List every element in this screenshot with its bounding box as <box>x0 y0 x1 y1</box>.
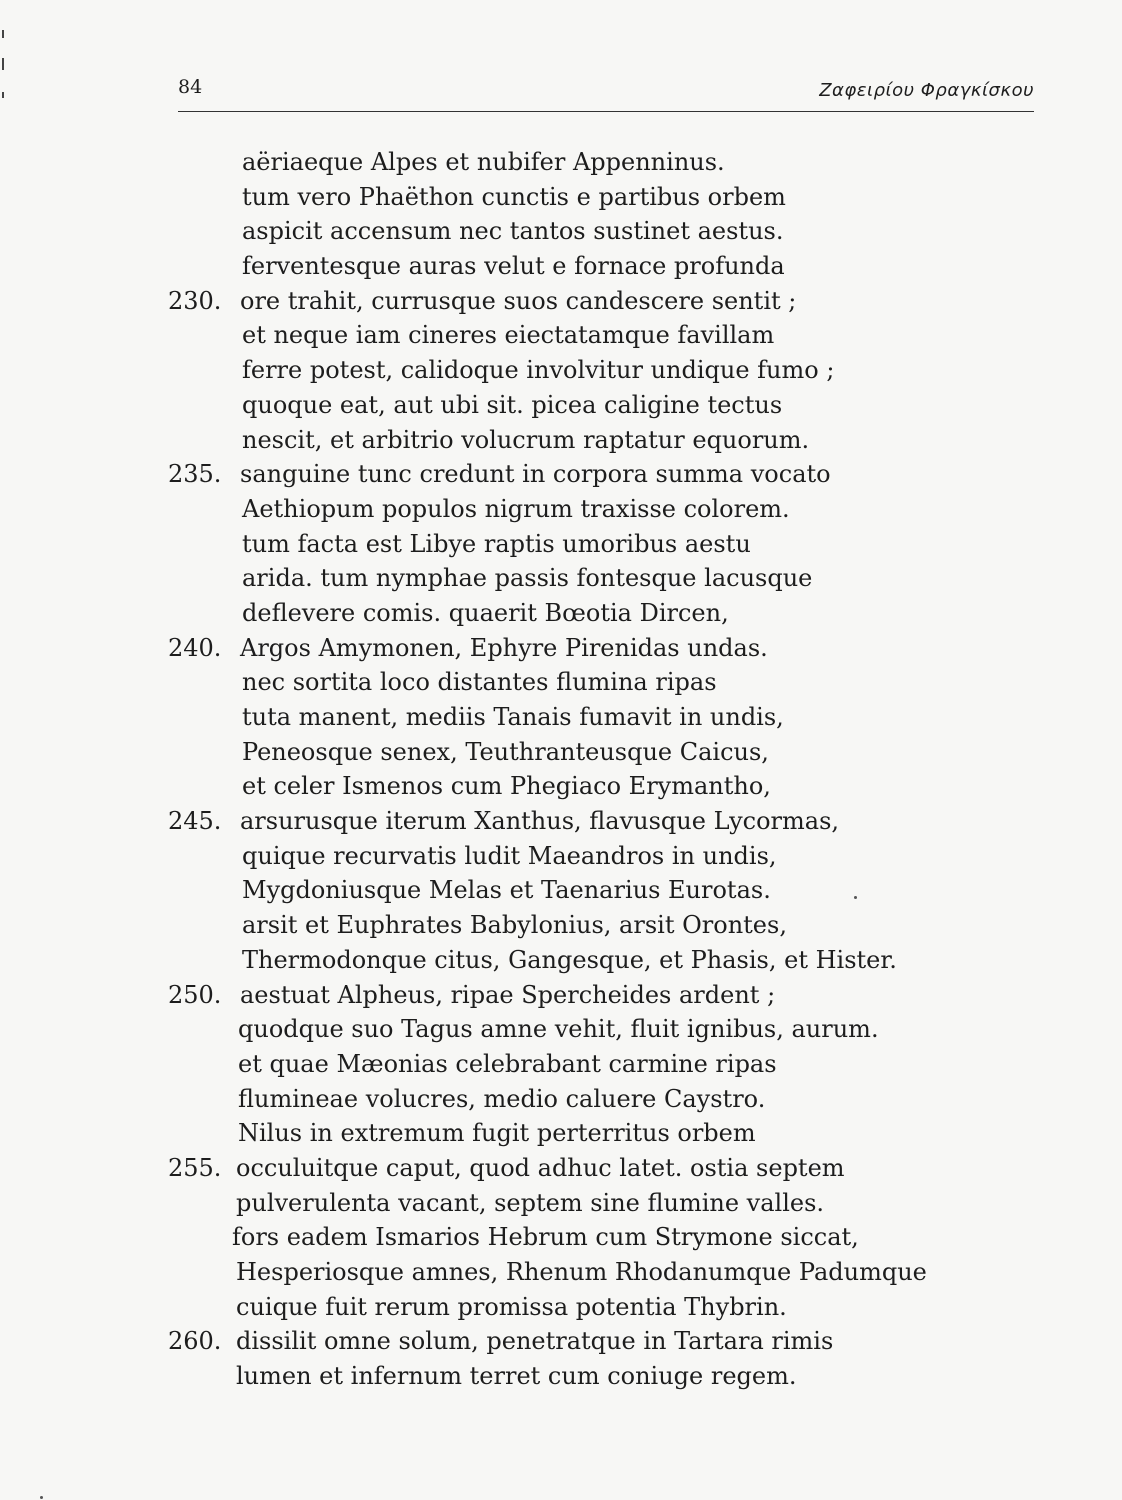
verse-line <box>168 700 1048 735</box>
verse-text: cuique fuit rerum promissa potentia Thybrin. <box>236 1292 787 1321</box>
verse-line <box>168 1186 1048 1221</box>
verse-text: Hesperiosque amnes, Rhenum Rhodanumque Padumque <box>236 1258 927 1286</box>
verse-line <box>168 1082 1048 1117</box>
verse-line <box>168 318 1048 353</box>
verse-line <box>168 180 1048 215</box>
verse-text: Mygdoniusque Melas et Taenarius Eurotas. <box>242 876 771 905</box>
verse-line <box>168 839 1048 874</box>
verse-line <box>168 1151 1048 1186</box>
verse-line <box>168 1116 1048 1151</box>
verse-text: arsurusque iterum Xanthus, flavusque Lycormas, <box>240 807 840 836</box>
verse-text: tuta manent, mediis Tanais fumavit in undis, <box>242 703 784 731</box>
line-number: 250. <box>168 980 222 1009</box>
line-number: 245. <box>168 807 222 836</box>
verse-line <box>168 1324 1048 1359</box>
verse-text: lumen et infernum terret cum coniuge regem. <box>236 1362 797 1391</box>
verse-text: Peneosque senex, Teuthranteusque Caicus, <box>242 737 769 766</box>
verse-line <box>168 908 1048 943</box>
verse-text: nescit, et arbitrio volucrum raptatur equorum. <box>242 425 810 454</box>
verse-text: dissilit omne solum, penetratque in Tartara rimis <box>236 1327 834 1356</box>
verse-text: Argos Amymonen, Ephyre Pirenidas undas. <box>240 633 768 662</box>
verse-line <box>168 284 1048 319</box>
verse-text: aspicit accensum nec tantos sustinet aestus. <box>242 217 784 246</box>
line-number: 235. <box>168 460 222 489</box>
verse-text: ore trahit, currusque suos candescere sentit ; <box>240 286 797 315</box>
verse-line <box>168 214 1048 249</box>
verse-text: et neque iam cineres eiectatamque favillam <box>242 321 775 350</box>
verse-line <box>168 873 1048 908</box>
verse-line <box>168 1255 1048 1290</box>
verse-line <box>168 665 1048 700</box>
verse-text: et celer Ismenos cum Phegiaco Erymantho, <box>242 772 771 801</box>
verse-text: quique recurvatis ludit Maeandros in undis, <box>242 841 777 870</box>
running-head: Ζαφειρίου Φραγκίσκου <box>819 80 1034 101</box>
verse-line <box>168 943 1048 978</box>
verse-text: Nilus in extremum fugit perterritus orbem <box>238 1119 756 1148</box>
verse-line <box>168 1047 1048 1082</box>
verse-line <box>168 353 1048 388</box>
page-number: 84 <box>178 76 203 98</box>
verse-text: deflevere comis. quaerit Bœotia Dircen, <box>242 598 729 627</box>
verse-line <box>168 561 1048 596</box>
verse-line <box>168 457 1048 492</box>
verse-line <box>168 735 1048 770</box>
verse-text: Aethiopum populos nigrum traxisse colorem. <box>242 494 790 523</box>
line-number: 255. <box>168 1153 222 1182</box>
poem-text <box>168 145 1048 1394</box>
verse-line <box>168 423 1048 458</box>
verse-text: Thermodonque citus, Gangesque, et Phasis, et Hister. <box>242 945 897 974</box>
verse-text: arsit et Euphrates Babylonius, arsit Orontes, <box>242 911 787 940</box>
verse-text: sanguine tunc credunt in corpora summa vocato <box>240 460 831 489</box>
verse-line <box>168 492 1048 527</box>
line-number: 230. <box>168 286 222 315</box>
binding-edge-mark <box>2 92 4 98</box>
verse-text: occuluitque caput, quod adhuc latet. ostia septem <box>236 1153 845 1182</box>
verse-line <box>168 1359 1048 1394</box>
verse-text: ferre potest, calidoque involvitur undique fumo ; <box>242 356 835 385</box>
binding-edge-mark <box>2 30 4 38</box>
verse-text: aestuat Alpheus, ripae Spercheides ardent ; <box>240 980 776 1009</box>
verse-line <box>168 527 1048 562</box>
paper-speck <box>40 1496 43 1499</box>
verse-text: quodque suo Tagus amne vehit, fluit ignibus, aurum. <box>238 1015 879 1044</box>
verse-text: arida. tum nymphae passis fontesque lacusque <box>242 564 813 593</box>
verse-line <box>168 596 1048 631</box>
verse-line <box>168 978 1048 1013</box>
verse-text: tum vero Phaëthon cunctis e partibus orbem <box>242 182 786 211</box>
page-header <box>178 76 1034 108</box>
verse-text: aëriaeque Alpes et nubifer Appenninus. <box>242 148 725 176</box>
verse-line <box>168 804 1048 839</box>
verse-text: quoque eat, aut ubi sit. picea caligine tectus <box>242 390 783 419</box>
verse-line <box>168 145 1048 180</box>
verse-line <box>168 631 1048 666</box>
verse-text: fors eadem Ismarios Hebrum cum Strymone siccat, <box>232 1223 859 1252</box>
verse-text: et quae Mæonias celebrabant carmine ripas <box>238 1049 777 1078</box>
verse-line <box>168 1012 1048 1047</box>
verse-text: nec sortita loco distantes flumina ripas <box>242 668 717 697</box>
line-number: 240. <box>168 633 222 662</box>
binding-edge-mark <box>2 58 4 70</box>
verse-text: pulverulenta vacant, septem sine flumine valles. <box>236 1188 825 1217</box>
verse-text: flumineae volucres, medio caluere Caystro. <box>238 1084 766 1113</box>
verse-text: ferventesque auras velut e fornace profunda <box>242 252 785 281</box>
verse-text: tum facta est Libye raptis umoribus aestu <box>242 529 751 558</box>
verse-line <box>168 388 1048 423</box>
verse-line <box>168 1290 1048 1325</box>
verse-line <box>168 1220 1048 1255</box>
line-number: 260. <box>168 1327 222 1356</box>
verse-line <box>168 769 1048 804</box>
verse-line <box>168 249 1048 284</box>
header-rule <box>178 111 1034 112</box>
